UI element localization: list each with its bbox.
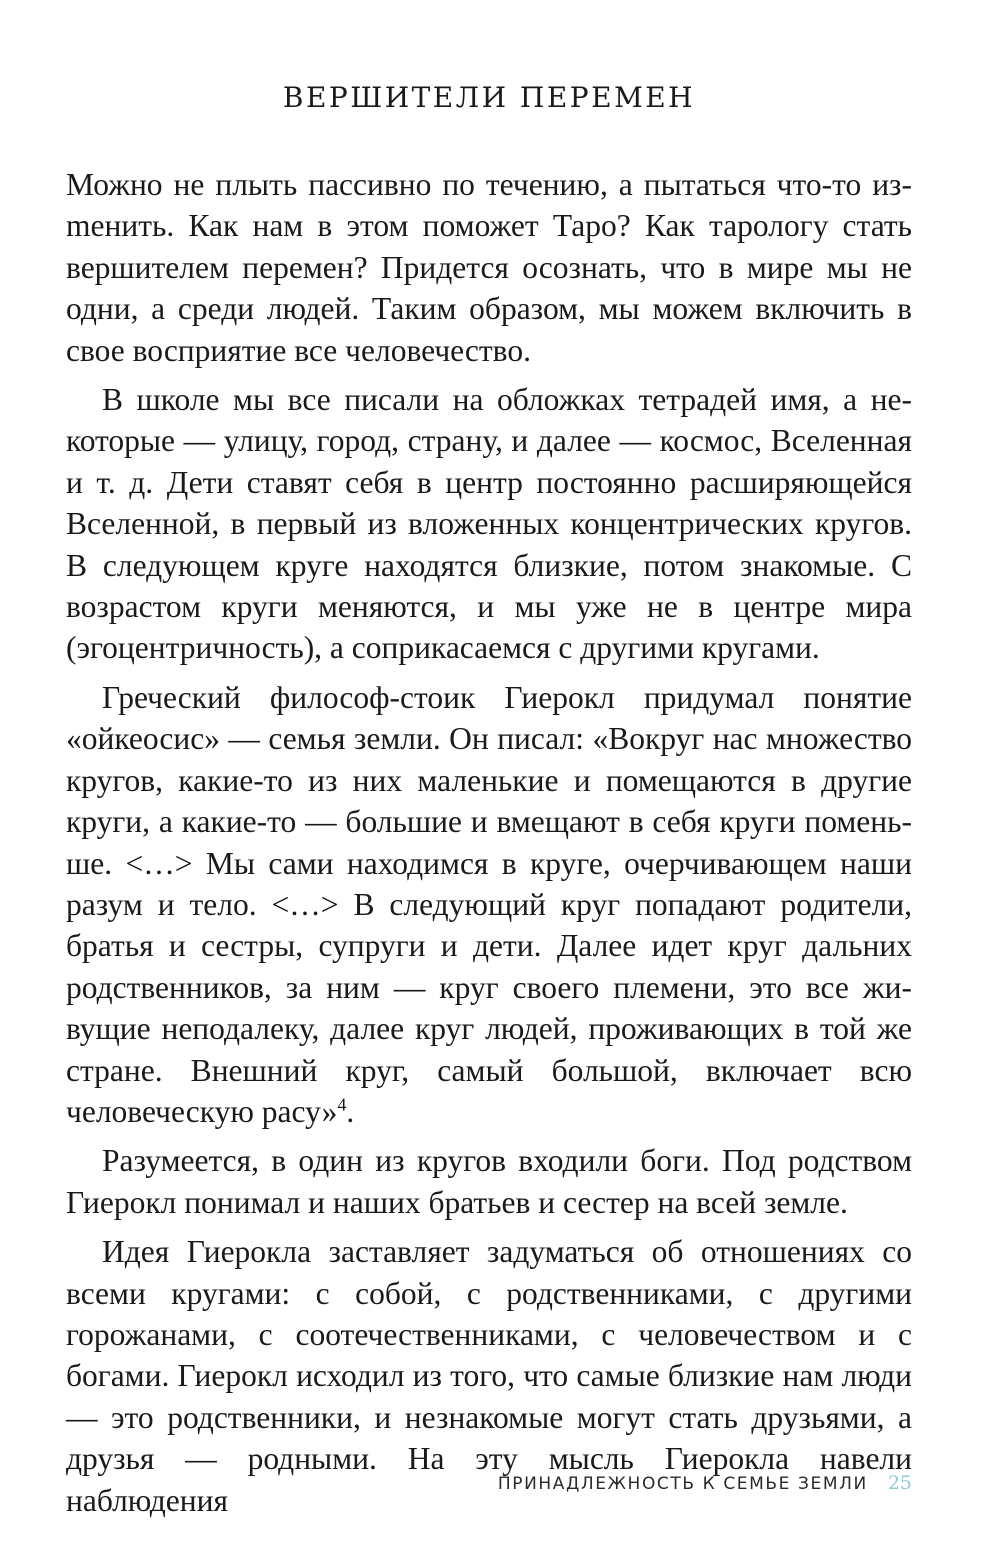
chapter-heading: ВЕРШИТЕЛИ ПЕРЕМЕН: [282, 81, 696, 114]
running-title: ПРИНАДЛЕЖНОСТЬ К СЕМЬЕ ЗЕМЛИ: [497, 1474, 868, 1494]
paragraph-3: [66, 677, 912, 1132]
running-footer: [66, 1470, 912, 1497]
footnote-reference[interactable]: 4: [337, 1094, 347, 1115]
page-number: 25: [887, 1472, 912, 1494]
paragraph-3-text: Греческий философ-стоик Гиерокл придумал понятие «ойкеосис» — семья земли. Он писал: «Вокруг нас множество кругов, какие-то из них маленькие и помещаются в другие круги, а какие-то — большие и вмещают в себя круги поменьше. <…> Мы сами находимся в круге, очерчивающем наши разум и тело. <…> В следующий круг попадают родители, братья и сестры, супруги и дети. Далее идет круг дальних родственников, за ним — круг своего племени, это все живущие неподалеку, далее круг людей, проживающих в той же стране. Внешний круг, самый большой, включает всю человеческую расу»: [66, 679, 912, 1129]
paragraph-4: Разумеется, в один из кругов входили боги. Под родством Гиерокл понимал и наших братьев и сестер на всей земле.: [66, 1143, 912, 1220]
paragraph-5: Идея Гиерокла заставляет задуматься об отношениях со всеми кругами: с собой, с родственниками, с другими горожанами, с соотечественниками, с человечеством и с богами. Гиерокл исходил из того, что самые близкие нам люди — это родственники, и незнакомые могут стать друзьями, а друзья — родными. На эту мысль Гиерокла навели наблюдения: [66, 1234, 912, 1518]
paragraph-1: Можно не плыть пассивно по течению, а пытаться что-то изmенить. Как нам в этом поможет Таро? Как тарологу стать вершителем перемен? Придется осознать, что в мире мы не одни, а среди людей. Таким образом, мы можем включить в свое восприятие все человечество.: [66, 167, 912, 368]
book-page: [66, 0, 912, 1563]
paragraph-2: В школе мы все писали на обложках тетрадей имя, а некоторые — улицу, город, страну, и далее — космос, Вселенная и т. д. Дети ставят себя в центр постоянно расширяющейся Вселенной, в первый из вложенных концентрических кругов. В следующем круге находятся близкие, потом знакомые. С возрастом круги меняются, и мы уже не в центре мира (эгоцентричность), а соприкасаемся с другими кругами.: [66, 382, 912, 666]
paragraph-3-end: .: [346, 1093, 355, 1129]
body-text: [66, 164, 912, 1529]
